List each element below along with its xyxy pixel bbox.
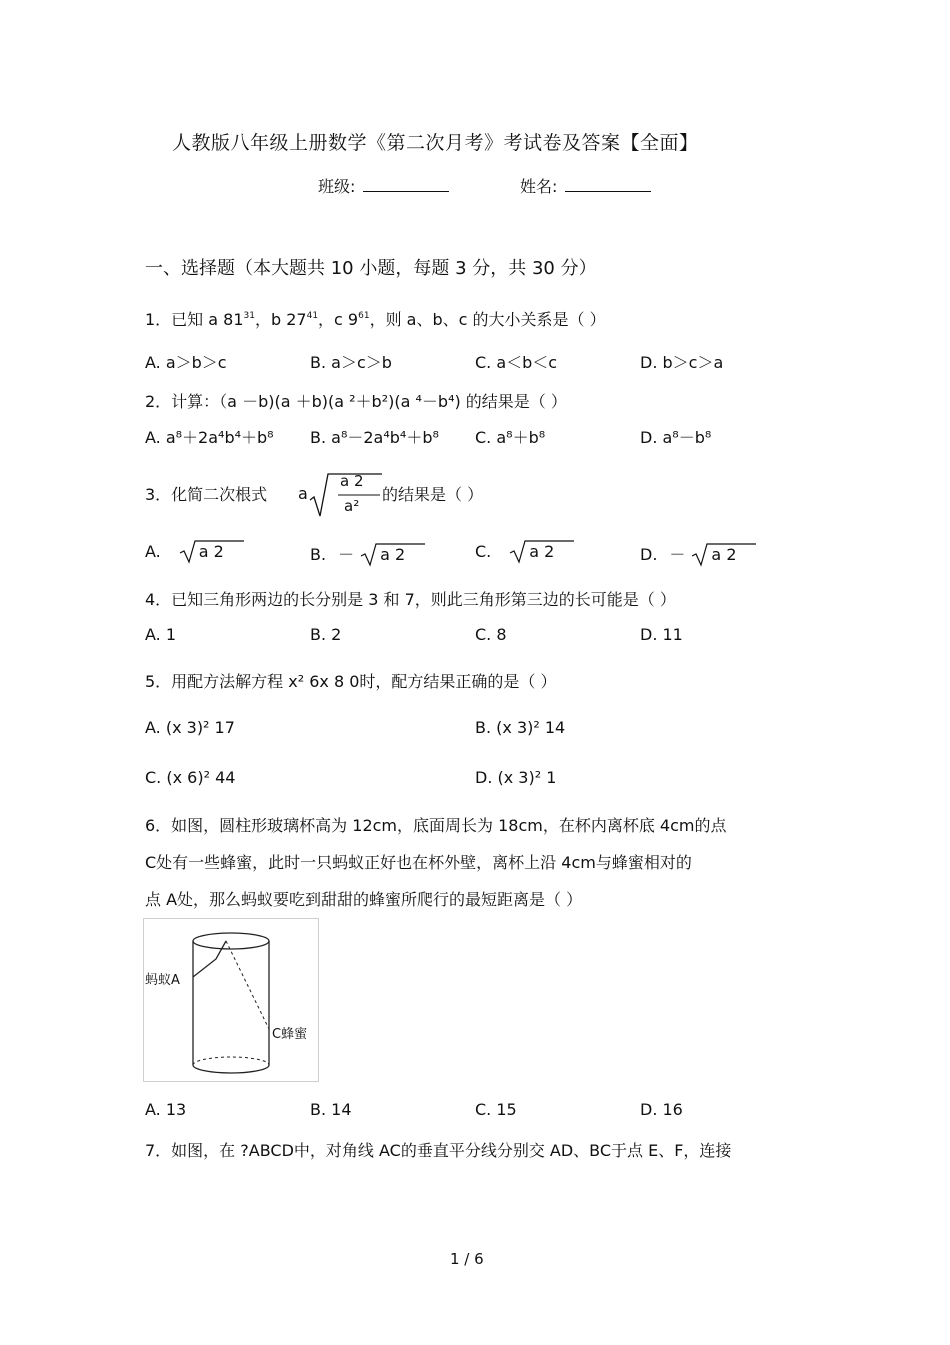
question-4: 4．已知三角形两边的长分别是 3 和 7，则此三角形第三边的长可能是（ ） — [145, 590, 676, 609]
q5-option-d: D. (x 3)² 1 — [475, 768, 557, 787]
question-6-line2: C处有一些蜂蜜，此时一只蚂蚁正好也在杯外壁，离杯上沿 4cm与蜂蜜相对的 — [145, 853, 692, 872]
page-title: 人教版八年级上册数学《第二次月考》考试卷及答案【全面】 — [172, 132, 699, 154]
page-number: 1 / 6 — [450, 1250, 484, 1268]
honey-label: C蜂蜜 — [272, 1027, 308, 1042]
question-1 — [145, 307, 606, 330]
radicand: a 2 — [711, 545, 737, 564]
q5-option-c: C. (x 6)² 44 — [145, 768, 236, 787]
q6-option-c: C. 15 — [475, 1100, 517, 1119]
sqrt-expression — [691, 545, 755, 564]
class-field — [318, 174, 449, 197]
q1-exp: 31 — [243, 311, 255, 321]
q1-option-b: B. a＞c＞b — [310, 353, 392, 372]
q3-option-c — [475, 542, 573, 561]
q2-option-b: B. a⁸－2a⁴b⁴＋b⁸ — [310, 428, 439, 447]
q3-numerator: a 2 — [340, 472, 364, 490]
q4-option-d: D. 11 — [640, 625, 683, 644]
q2-option-d: D. a⁸－b⁸ — [640, 428, 712, 447]
q5-option-b: B. (x 3)² 14 — [475, 718, 566, 737]
q2-option-a: A. a⁸＋2a⁴b⁴＋b⁸ — [145, 428, 274, 447]
q3-option-a — [145, 542, 243, 561]
q3-denominator: a² — [344, 497, 360, 515]
q1-stem: 1．已知 a 81 — [145, 310, 244, 329]
option-label: A. — [145, 542, 161, 561]
q1-option-a: A. a＞b＞c — [145, 353, 227, 372]
q2-option-c: C. a⁸＋b⁸ — [475, 428, 546, 447]
radical-sign — [691, 541, 757, 567]
question-2: 2．计算：（a －b)(a ＋b)(a ²＋b²)(a ⁴－b⁴) 的结果是（ ） — [145, 392, 567, 411]
q4-option-b: B. 2 — [310, 625, 342, 644]
radicand: a 2 — [198, 542, 224, 561]
option-label: B. — [310, 545, 327, 564]
q4-option-c: C. 8 — [475, 625, 507, 644]
question-7-line1: 7．如图，在 ?ABCD中，对角线 AC的垂直平分线分别交 AD、BC于点 E、F，连接 — [145, 1141, 732, 1160]
section-heading: 一、选择题（本大题共 10 小题，每题 3 分，共 30 分） — [145, 258, 597, 279]
name-field — [520, 174, 651, 197]
sqrt-expression — [509, 542, 573, 561]
q1-stem: ，则 a、b、c 的大小关系是（ ） — [369, 310, 606, 329]
radical-sign — [360, 541, 426, 567]
q1-stem: ，b 27 — [254, 310, 307, 329]
option-label: C. — [475, 542, 492, 561]
option-sign: － — [669, 545, 686, 564]
question-6-line3: 点 A处，那么蚂蚁要吃到甜甜的蜂蜜所爬行的最短距离是（ ） — [145, 890, 583, 909]
class-label: 班级: — [318, 177, 356, 196]
radical-sign — [179, 538, 245, 564]
question-3-tail: 的结果是（ ） — [382, 485, 484, 504]
question-3-stem: 3．化简二次根式 — [145, 485, 268, 504]
class-blank — [363, 177, 449, 192]
name-label: 姓名: — [520, 177, 558, 196]
q6-option-a: A. 13 — [145, 1100, 187, 1119]
q4-option-a: A. 1 — [145, 625, 177, 644]
q3-coef: a — [298, 484, 308, 503]
q5-option-a: A. (x 3)² 17 — [145, 718, 235, 737]
q3-option-b — [310, 542, 424, 565]
radicand: a 2 — [529, 542, 555, 561]
radical-sign — [509, 538, 575, 564]
ant-label: 蚂蚁A — [145, 973, 180, 988]
question-5: 5．用配方法解方程 x² 6x 8 0时，配方结果正确的是（ ） — [145, 672, 557, 691]
option-label: D. — [640, 545, 658, 564]
name-blank — [565, 177, 651, 192]
sqrt-expression — [179, 542, 243, 561]
cylinder-diagram — [144, 919, 318, 1081]
q6-option-d: D. 16 — [640, 1100, 683, 1119]
q1-exp: 41 — [306, 311, 319, 321]
question-6-line1: 6．如图，圆柱形玻璃杯高为 12cm，底面周长为 18cm，在杯内离杯底 4cm的点 — [145, 816, 727, 835]
q1-option-c: C. a＜b＜c — [475, 353, 558, 372]
q3-option-d — [640, 542, 755, 565]
q1-exp: 61 — [358, 311, 370, 321]
sqrt-expression — [360, 545, 424, 564]
q6-option-b: B. 14 — [310, 1100, 352, 1119]
radicand: a 2 — [380, 545, 406, 564]
q1-stem: ，c 9 — [318, 310, 359, 329]
q1-option-d: D. b＞c＞a — [640, 353, 724, 372]
option-sign: － — [338, 545, 355, 564]
cylinder-figure — [143, 918, 319, 1082]
